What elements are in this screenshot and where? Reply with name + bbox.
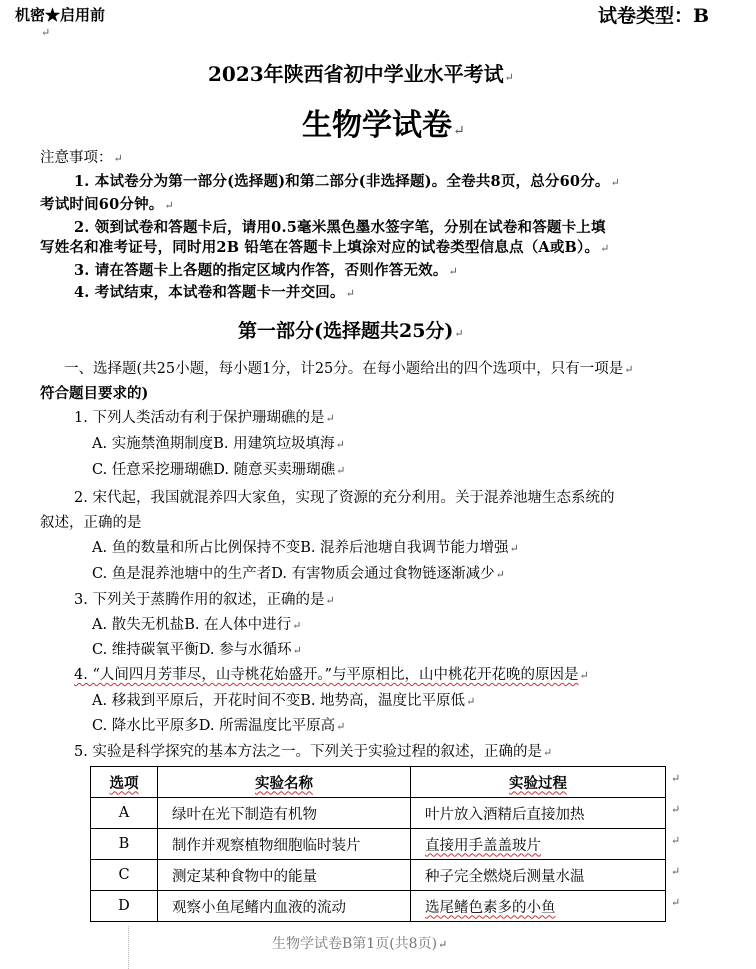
q4-stem — [74, 663, 589, 684]
q1-options-cd — [92, 458, 345, 479]
notice-item-2b-text: 写姓名和准考证号，同时用2B 铅笔在答题卡上填涂对应的试卷类型信息点（A或B）。 — [40, 239, 600, 256]
table-header-cell — [411, 767, 666, 798]
q4-options-cd — [92, 714, 345, 735]
header-option-label: 选项 — [109, 774, 139, 792]
q4-options-ab — [92, 689, 475, 710]
header-name-label: 实验名称 — [255, 774, 313, 792]
secret-label: 机密★启用前 — [15, 6, 106, 24]
paragraph-mark: ↵ — [335, 438, 345, 451]
table-cell: 测定某种食物中的能量 — [158, 860, 411, 891]
table-row — [91, 860, 666, 891]
notice-item-1a — [74, 170, 620, 191]
q3-stem — [74, 588, 335, 609]
table-cell: 绿叶在光下制造有机物 — [158, 798, 411, 829]
table-row — [91, 829, 666, 860]
table-cell-text: 直接用手盖盖玻片 — [425, 837, 541, 854]
q1-stem-text: 1. 下列人类活动有利于保护珊瑚礁的是 — [74, 410, 325, 426]
notice-item-3-text: 3. 请在答题卡上各题的指定区域内作答，否则作答无效。 — [74, 262, 448, 279]
q2-options-ab — [92, 536, 519, 557]
paragraph-mark: ↵ — [336, 720, 346, 733]
table-cell — [411, 829, 666, 860]
paragraph-mark: ↵ — [610, 176, 621, 189]
paragraph-mark: ↵ — [438, 938, 448, 951]
table-header-cell — [91, 767, 158, 798]
paragraph-mark: ↵ — [448, 265, 459, 278]
table-cell: D — [91, 891, 158, 922]
paragraph-mark: ↵ — [292, 619, 302, 632]
table-row — [91, 798, 666, 829]
table-cell: 种子完全燃烧后测量水温 — [411, 860, 666, 891]
exam-title — [208, 58, 514, 87]
q5-stem — [74, 740, 552, 761]
paper-type-label: 试卷类型：B — [598, 5, 710, 27]
q3-options-ab-text: A. 散失无机盐B. 在人体中进行 — [92, 617, 292, 633]
q2-options-cd-text: C. 鱼是混养池塘中的生产者D. 有害物质会通过食物链逐渐减少 — [92, 566, 495, 582]
q2-options-ab-text: A. 鱼的数量和所占比例保持不变B. 混养后池塘自我调节能力增强 — [92, 540, 509, 556]
page-footer-text: 生物学试卷B第1页(共8页) — [272, 936, 438, 952]
section-intro-a — [64, 357, 634, 378]
notice-item-4 — [74, 281, 355, 302]
q1-options-ab-text: A. 实施禁渔期制度B. 用建筑垃圾填海 — [92, 436, 335, 452]
paragraph-mark: ↵ — [41, 26, 51, 39]
table-cell: A — [91, 798, 158, 829]
notice-item-1b-text: 考试时间60分钟。 — [40, 196, 164, 213]
paragraph-mark: ↵ — [345, 287, 356, 300]
paragraph-mark: ↵ — [579, 669, 589, 682]
notice-heading — [40, 146, 123, 167]
paragraph-mark: ↵ — [454, 327, 464, 340]
q1-options-ab — [92, 432, 345, 453]
paragraph-mark: ↵ — [453, 123, 465, 139]
q4-stem-text: 4. “人间四月芳菲尽，山寺桃花始盛开。”与平原相比，山中桃花开花晚的原因是 — [74, 667, 579, 683]
q4-options-ab-text: A. 移栽到平原后，开花时间不变B. 地势高，温度比平原低 — [92, 693, 466, 709]
paragraph-mark: ↵ — [671, 772, 681, 785]
paragraph-mark: ↵ — [671, 803, 681, 816]
paragraph-mark: ↵ — [504, 71, 514, 84]
paragraph-mark: ↵ — [164, 199, 174, 212]
table-row — [91, 891, 666, 922]
experiment-table — [90, 766, 666, 922]
q1-options-cd-text: C. 任意采挖珊瑚礁D. 随意买卖珊瑚礁 — [92, 462, 336, 478]
notice-heading-text: 注意事项： — [40, 150, 113, 166]
notice-item-2a: 2. 领到试卷和答题卡后，请用0.5毫米黑色墨水签字笔，分别在试卷和答题卡上填 — [74, 219, 606, 236]
table-cell: 观察小鱼尾鳍内血液的流动 — [158, 891, 411, 922]
paragraph-mark: ↵ — [671, 865, 681, 878]
paragraph-mark: ↵ — [509, 542, 519, 555]
table-cell: 制作并观察植物细胞临时装片 — [158, 829, 411, 860]
q3-stem-text: 3. 下列关于蒸腾作用的叙述，正确的是 — [74, 592, 325, 608]
subject-title — [302, 100, 465, 144]
footer-divider — [128, 926, 129, 969]
q2-stem-a-text: 2. 宋代起，我国就混养四大家鱼，实现了资源的充分利用。关于混养池塘生态系统的 — [74, 490, 615, 506]
table-cell: 叶片放入酒精后直接加热 — [411, 798, 666, 829]
exam-title-text: 2023年陕西省初中学业水平考试 — [208, 62, 504, 86]
table-cell: B — [91, 829, 158, 860]
q3-options-cd — [92, 638, 302, 659]
q2-stem-a — [74, 486, 614, 507]
part1-heading — [238, 316, 464, 343]
paragraph-mark: ↵ — [495, 568, 505, 581]
paragraph-mark: ↵ — [542, 746, 553, 759]
paragraph-mark: ↵ — [325, 412, 335, 425]
paragraph-mark: ↵ — [113, 152, 123, 165]
header-process-label: 实验过程 — [509, 774, 567, 792]
paragraph-mark: ↵ — [466, 695, 476, 708]
page-footer — [272, 933, 447, 953]
table-header-row — [91, 767, 666, 798]
notice-item-3 — [74, 259, 458, 280]
notice-item-1a-text: 1. 本试卷分为第一部分(选择题)和第二部分(非选择题)。全卷共8页，总分60分。 — [74, 173, 610, 190]
table-cell: C — [91, 860, 158, 891]
q4-options-cd-text: C. 降水比平原多D. 所需温度比平原高 — [92, 718, 336, 734]
table-cell — [411, 891, 666, 922]
notice-item-2b — [40, 236, 610, 257]
section-intro-a-text: 一、选择题(共25小题，每小题1分，计25分。在每小题给出的四个选项中，只有一项是 — [64, 361, 624, 377]
section-intro-b: 符合题目要求的) — [40, 385, 149, 402]
paragraph-mark: ↵ — [600, 242, 610, 255]
notice-item-4-text: 4. 考试结束，本试卷和答题卡一并交回。 — [74, 284, 345, 301]
notice-item-1b — [40, 193, 174, 214]
paragraph-mark: ↵ — [336, 464, 346, 477]
q1-stem — [74, 406, 335, 427]
q3-options-ab — [92, 613, 301, 634]
q5-stem-text: 5. 实验是科学探究的基本方法之一。下列关于实验过程的叙述，正确的是 — [74, 744, 542, 760]
paragraph-mark: ↵ — [671, 834, 681, 847]
paragraph-mark: ↵ — [325, 594, 335, 607]
table-cell-text: 选尾鳍色素多的小鱼 — [425, 899, 556, 916]
q3-options-cd-text: C. 维持碳氧平衡D. 参与水循环 — [92, 642, 292, 658]
q2-options-cd — [92, 562, 505, 583]
q2-stem-b: 叙述，正确的是 — [40, 515, 142, 531]
paragraph-mark: ↵ — [671, 896, 681, 909]
table-header-cell — [158, 767, 411, 798]
subject-title-text: 生物学试卷 — [302, 108, 452, 143]
paragraph-mark: ↵ — [292, 644, 302, 657]
paragraph-mark: ↵ — [624, 363, 634, 376]
part1-heading-text: 第一部分(选择题共25分) — [238, 320, 454, 342]
